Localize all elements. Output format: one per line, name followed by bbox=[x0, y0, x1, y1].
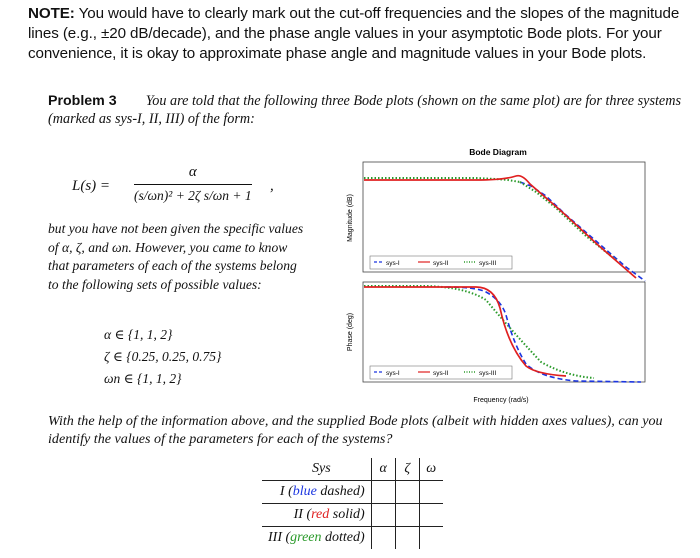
legend-sys-iii-label: sys-III bbox=[479, 260, 497, 267]
table-row bbox=[262, 481, 443, 504]
problem-intro-text: You are told that the following three Bode plots (shown on the same plot) are for three systems (marked as sys-I, II, III) of the form: bbox=[48, 93, 681, 127]
transfer-function-formula bbox=[72, 164, 302, 220]
problem-label: Problem 3 bbox=[48, 93, 117, 109]
answer-table bbox=[262, 458, 443, 549]
header-omega: ω bbox=[419, 458, 443, 481]
phase-legend-sys-ii-label: sys-II bbox=[433, 370, 449, 377]
table-row bbox=[262, 527, 443, 550]
note-text: You would have to clearly mark out the cut-off frequencies and the slopes of the magnitude lines (e.g., ±20 dB/decade), and the phase angle values in your asymptotic Bode plots. For your convenience, it is okay to approximate phase angle and magnitude values in your Bode plots. bbox=[28, 5, 680, 62]
formula-numerator: α bbox=[188, 164, 197, 180]
magnitude-ylabel: Magnitude (dB) bbox=[347, 194, 354, 242]
phase-legend-sys-iii-label: sys-III bbox=[479, 370, 497, 377]
header-sys: Sys bbox=[262, 458, 371, 481]
legend-sys-i-label: sys-I bbox=[386, 260, 400, 267]
bode-diagram bbox=[336, 140, 696, 406]
table-header-row bbox=[262, 458, 443, 481]
cell-omega[interactable] bbox=[419, 527, 443, 550]
parameter-sets bbox=[104, 324, 221, 390]
cell-omega[interactable] bbox=[419, 481, 443, 504]
note-paragraph bbox=[28, 4, 692, 64]
formula-lhs: L(s) = bbox=[72, 178, 111, 194]
phase-ylabel: Phase (deg) bbox=[347, 312, 354, 352]
legend-sys-ii-label: sys-II bbox=[433, 260, 449, 267]
cell-zeta[interactable] bbox=[395, 504, 419, 527]
problem-intro bbox=[48, 92, 698, 128]
cell-zeta[interactable] bbox=[395, 481, 419, 504]
set-zeta: ζ ∈ {0.25, 0.25, 0.75} bbox=[104, 349, 222, 364]
set-omega: ωn ∈ {1, 1, 2} bbox=[104, 371, 182, 386]
table-row bbox=[262, 504, 443, 527]
problem-question: With the help of the information above, and the supplied Bode plots (albeit with hidden axes values), can you identify the values of the parameters for each of the systems? bbox=[48, 413, 663, 447]
cell-alpha[interactable] bbox=[371, 481, 395, 504]
header-alpha: α bbox=[371, 458, 395, 481]
cell-zeta[interactable] bbox=[395, 527, 419, 550]
problem-description: but you have not been given the specific values of α, ζ, and ωn. However, you came to know that parameters of each of the systems belong to the following sets of possible values: bbox=[48, 221, 304, 292]
cell-omega[interactable] bbox=[419, 504, 443, 527]
header-zeta: ζ bbox=[395, 458, 419, 481]
formula-denominator: (s/ωn)² + 2ζ s/ωn + 1 bbox=[134, 184, 252, 204]
frequency-xlabel: Frequency (rad/s) bbox=[473, 397, 529, 404]
row-sys-label: I (blue dashed) bbox=[262, 481, 371, 504]
note-label: NOTE: bbox=[28, 5, 75, 22]
phase-legend-sys-i-label: sys-I bbox=[386, 370, 400, 377]
row-sys-label: II (red solid) bbox=[262, 504, 371, 527]
row-sys-label: III (green dotted) bbox=[262, 527, 371, 550]
set-alpha: α ∈ {1, 1, 2} bbox=[104, 327, 173, 342]
bode-title: Bode Diagram bbox=[469, 147, 527, 157]
formula-fraction bbox=[134, 164, 252, 204]
cell-alpha[interactable] bbox=[371, 504, 395, 527]
formula-tail: , bbox=[270, 178, 274, 194]
cell-alpha[interactable] bbox=[371, 527, 395, 550]
